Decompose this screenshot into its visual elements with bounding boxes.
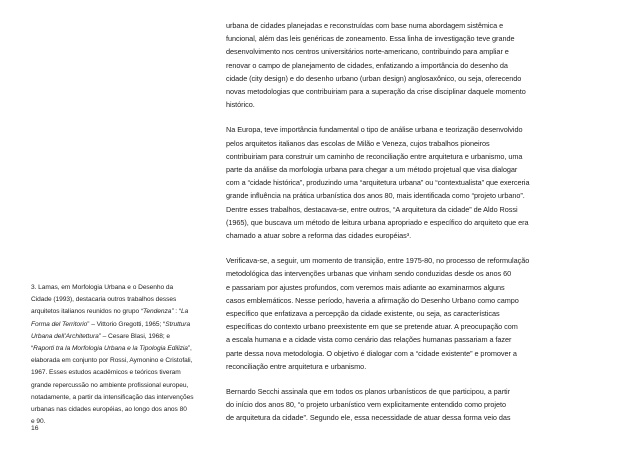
footnote-text: ” – Cesare Blasi, 1968; e [98, 332, 171, 340]
footnote-text: arquitetos italianos reunidos no grupo [31, 308, 141, 316]
text-line: parte dessa nova metodologia. O objetivo é dialogar com a “cidade existente” e promover a [226, 348, 517, 358]
text-line: de arquitetura da cidade”. Segundo ele, essa necessidade de atuar dessa forma veio das [226, 413, 511, 423]
footnote-line: elaborada em conjunto por Rossi, Aymonino e Cristofali, [31, 357, 193, 365]
footnote-line: Cidade (1993), destacaria outros trabalhos desses [31, 296, 177, 304]
text-line: casos emblemáticos. Nesse período, haveria a afirmação do Desenho Urbano como campo [226, 295, 519, 305]
text-line: específicas do contexto urbano preexistente em que se pretende atuar. A preocupação com [226, 322, 518, 332]
footnote-line [31, 343, 221, 355]
text-line: a escala humana e a cidade vista como cenário das relações humanas passariam a fazer [226, 335, 512, 345]
paragraph [226, 385, 626, 425]
text-line: parte da análise da morfologia urbana para chegar a um método projetual que visa dialogar [226, 165, 518, 175]
text-line: Na Europa, teve importância fundamental o tipo de análise urbana e teorização desenvolvido [226, 125, 523, 135]
text-line: reconciliação entre arquitetura e urbanismo. [226, 361, 367, 371]
text-line: grande influência na prática urbanística dos anos 80, mais identificada como “projeto urbano”. [226, 191, 525, 201]
main-text-column [226, 19, 626, 437]
footnote-line: 1967. Esses estudos acadêmicos e teóricos tiveram [31, 369, 181, 377]
footnote-line: urbanas nas cidades européias, ao longo dos anos 80 [31, 406, 187, 414]
footnote-italic: Raporti tra la Morfologia Urbana e la Tipologia Edilizia [33, 345, 188, 353]
text-line: chamado a atuar sobre a reforma das cidades européias³. [226, 231, 412, 241]
text-line: funcional, além das leis genéricas de zoneamento. Essa linha de investigação teve grande [226, 34, 515, 44]
text-line: cidade (city design) e do desenho urbano (urban design) anglosaxônico, ou seja, oferecendo [226, 73, 522, 83]
text-line: novas metodologias que contribuiriam para a superação da crise disciplinar daquele momento [226, 87, 526, 97]
text-line: Verificava-se, a seguir, um momento de transição, entre 1975-80, no processo de reformulação [226, 256, 530, 266]
text-line: e passariam por ajustes profundos, com veremos mais adiante ao examinarmos alguns [226, 282, 505, 292]
footnote-italic: “Tendenza” [140, 308, 174, 316]
text-line: específico que enfatizava a percepção da cidade existente, ou seja, as características [226, 309, 500, 319]
text-line: pelos arquitetos italianos das escolas de Milão e Veneza, cujos trabalhos pioneiros [226, 138, 490, 148]
footnote-italic: Urbana dell’Architettura [31, 332, 99, 340]
text-line: do início dos anos 80, “o projeto urbanístico vem explicitamente entendido como projeto [226, 400, 506, 410]
footnote-italic: La [180, 308, 189, 316]
text-line: contribuiriam para construir um caminho de reconciliação entre arquitetura e urbanismo, uma [226, 151, 523, 161]
text-line: urbana de cidades planejadas e reconstruídas com base numa abordagem sistêmica e [226, 21, 504, 30]
footnote-text: ”, [187, 345, 192, 353]
paragraph [226, 123, 626, 242]
footnote-text: ” – Vittorio Gregotti, 1965; “ [87, 320, 166, 328]
text-line: (1965), que buscava um método de leitura urbana apropriado e específico do arquiteto que era [226, 217, 529, 227]
text-line: desenvolvimento nos centros universitários norte-americano, contribuindo para ampliar e [226, 47, 509, 57]
footnote-text: : “ [173, 308, 181, 316]
footnote-line [31, 319, 221, 331]
footnote-line: grande repercussão no ambiente profissional europeu, [31, 381, 189, 389]
paragraph [226, 19, 626, 111]
text-line: histórico. [226, 100, 255, 110]
text-line: Dentre esses trabalhos, destacava-se, entre outros, “A arquitetura da cidade” de Aldo Rossi [226, 204, 518, 214]
footnote-line: 3. Lamas, em Morfologia Urbana e o Desenho da [31, 284, 174, 291]
footnote-line: notadamente, a partir da intensificação das intervenções [31, 393, 194, 401]
footnote-text: “ [31, 345, 34, 353]
footnote-italic: Forma del Territorio [31, 320, 88, 328]
text-line: renovar o campo de planejamento de cidades, enfatizando a importância do desenho da [226, 60, 508, 70]
footnote-italic: Struttura [165, 320, 191, 328]
text-line: metodológica das intervenções urbanas que vinham sendo conduzidas desde os anos 60 [226, 269, 512, 279]
page-number: 16 [31, 425, 39, 432]
paragraph [226, 254, 626, 373]
text-line: com a “cidade histórica”, produzindo uma “arquitetura urbana” ou “contextualista” que exerceria [226, 178, 530, 188]
footnote-line [31, 306, 221, 318]
footnote-line [31, 331, 221, 343]
footnote-line: e 90. [31, 418, 46, 426]
text-line: Bernardo Secchi assinala que em todos os planos urbanísticos de que participou, a partir [226, 387, 510, 397]
footnote [31, 282, 221, 428]
